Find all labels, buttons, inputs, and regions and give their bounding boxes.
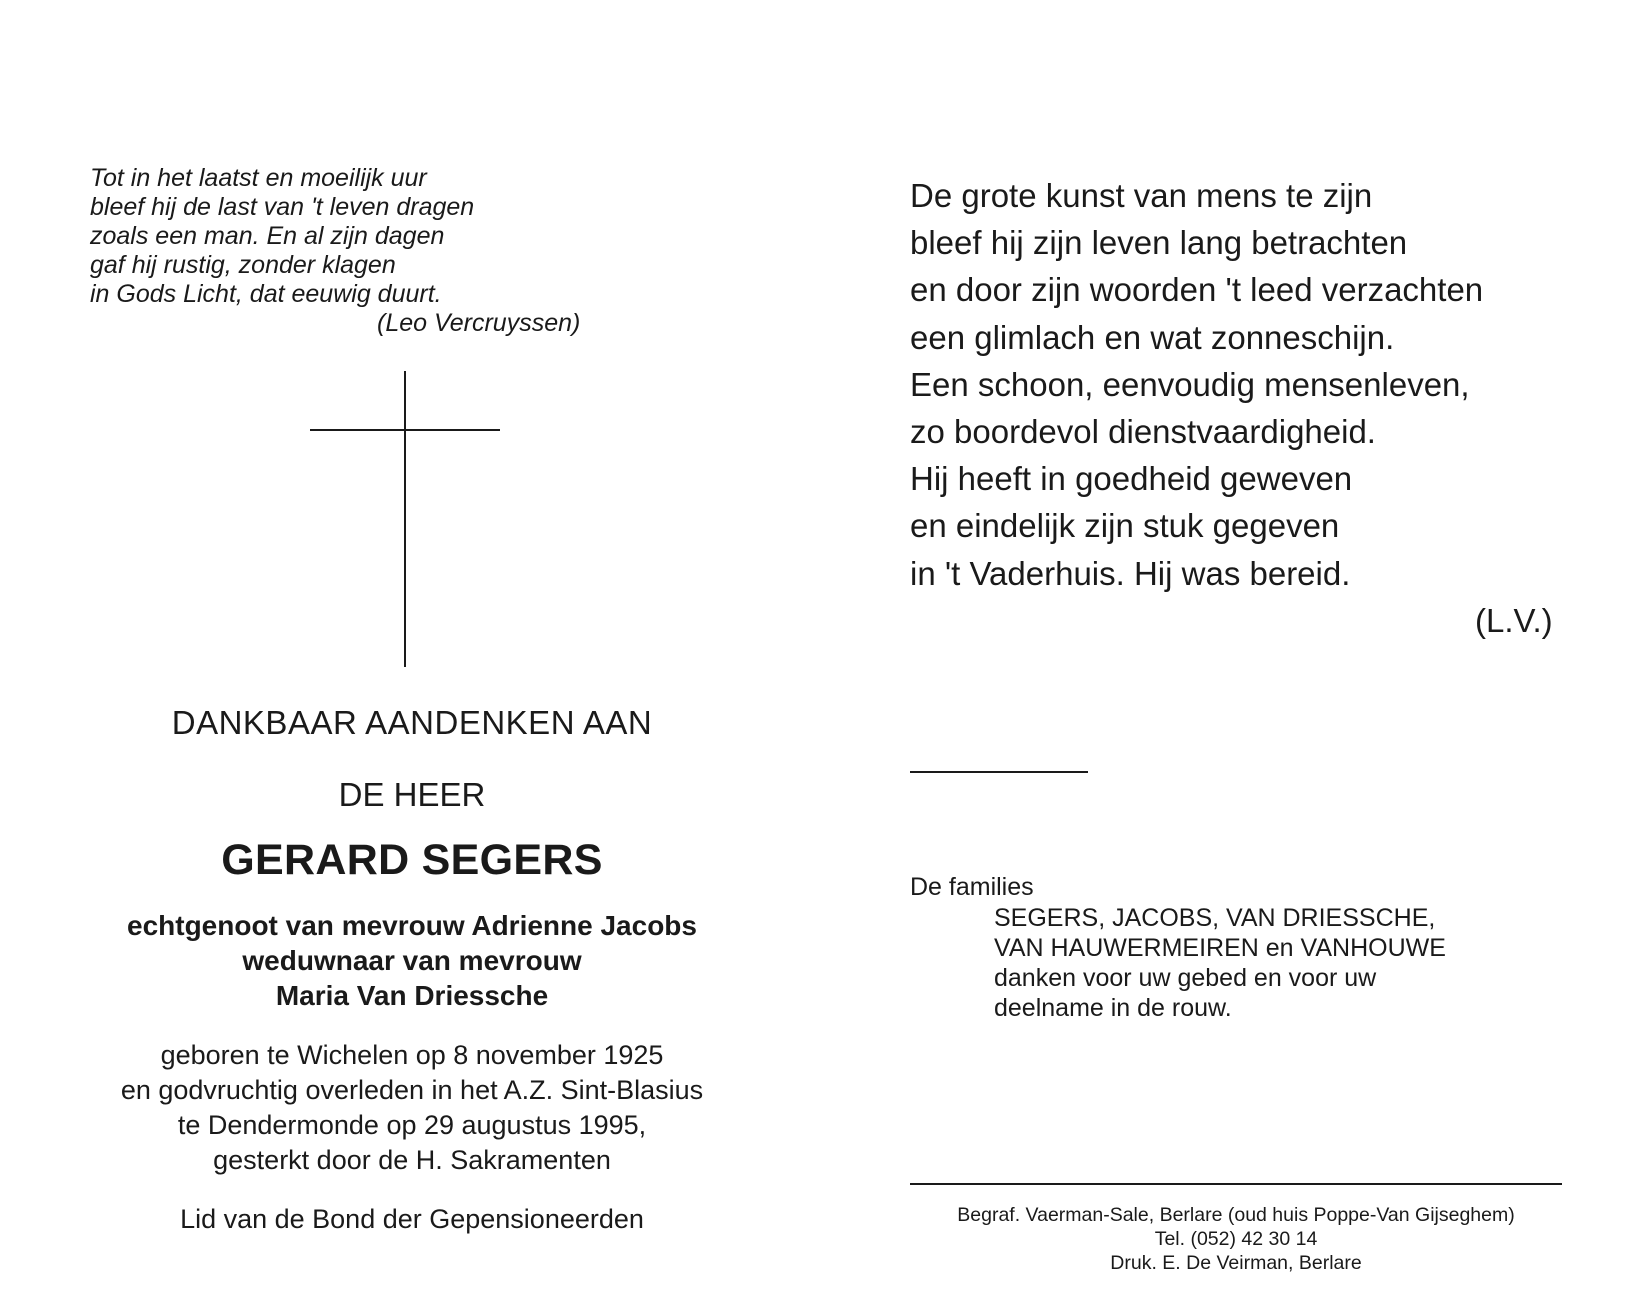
right-poem	[910, 172, 1610, 597]
date-line: geboren te Wichelen op 8 november 1925	[160, 1040, 664, 1070]
right-poem-author: (L.V.)	[1475, 602, 1553, 639]
left-poem-line: gaf hij rustig, zonder klagen	[90, 251, 396, 279]
left-poem	[90, 164, 650, 338]
spouse-line: weduwnaar van mevrouw	[242, 945, 582, 976]
date-line: en godvruchtig overleden in het A.Z. Sint-Blasius	[120, 1075, 704, 1105]
deceased-name: GERARD SEGERS	[221, 836, 603, 884]
divider	[910, 1183, 1562, 1185]
printer-line: Begraf. Vaerman-Sale, Berlare (oud huis Poppe-Van Gijseghem)	[957, 1204, 1515, 1226]
left-poem-line: Tot in het laatst en moeilijk uur	[90, 164, 427, 192]
spouse-line: echtgenoot van mevrouw Adrienne Jacobs	[127, 910, 697, 941]
memorial-heading: DANKBAAR AANDENKEN AAN	[171, 704, 653, 741]
right-poem-line: en door zijn woorden 't leed verzachten	[910, 271, 1484, 309]
spouse-info	[70, 908, 754, 1013]
families-line: deelname in de rouw.	[994, 994, 1232, 1022]
left-poem-line: in Gods Licht, dat eeuwig duurt.	[90, 280, 442, 308]
right-poem-line: Een schoon, eenvoudig mensenleven,	[910, 365, 1470, 403]
families-line: SEGERS, JACOBS, VAN DRIESSCHE,	[994, 904, 1436, 932]
left-poem-line: bleef hij de last van 't leven dragen	[90, 193, 475, 221]
left-poem-line: zoals een man. En al zijn dagen	[90, 222, 445, 250]
date-line: te Dendermonde op 29 augustus 1995,	[177, 1110, 647, 1140]
printer-line: Druk. E. De Veirman, Berlare	[1110, 1252, 1362, 1274]
spouse-line: Maria Van Driessche	[275, 980, 549, 1011]
right-poem-line: Hij heeft in goedheid geweven	[910, 460, 1353, 498]
right-poem-line: in 't Vaderhuis. Hij was bereid.	[910, 554, 1351, 592]
families-line: VAN HAUWERMEIREN en VANHOUWE	[994, 934, 1446, 962]
date-line: gesterkt door de H. Sakramenten	[213, 1145, 611, 1175]
memorial-title: DE HEER	[338, 776, 486, 813]
right-poem-line: bleef hij zijn leven lang betrachten	[910, 224, 1408, 262]
families-heading: De families	[910, 873, 1034, 901]
membership-note: Lid van de Bond der Gepensioneerden	[180, 1204, 644, 1234]
right-poem-line: en eindelijk zijn stuk gegeven	[910, 507, 1340, 545]
families-line: danken voor uw gebed en voor uw	[994, 964, 1377, 992]
left-poem-author: (Leo Vercruyssen)	[377, 309, 581, 337]
families-thanks	[994, 903, 1446, 1023]
printer-line: Tel. (052) 42 30 14	[1154, 1228, 1318, 1250]
divider	[910, 771, 1088, 773]
right-poem-line: een glimlach en wat zonneschijn.	[910, 318, 1395, 356]
life-dates	[70, 1038, 754, 1178]
right-poem-line: zo boordevol dienstvaardigheid.	[910, 413, 1376, 451]
cross-icon-bar	[310, 429, 500, 431]
right-poem-line: De grote kunst van mens te zijn	[910, 177, 1373, 214]
printer-info	[910, 1203, 1562, 1275]
cross-icon	[404, 371, 406, 667]
